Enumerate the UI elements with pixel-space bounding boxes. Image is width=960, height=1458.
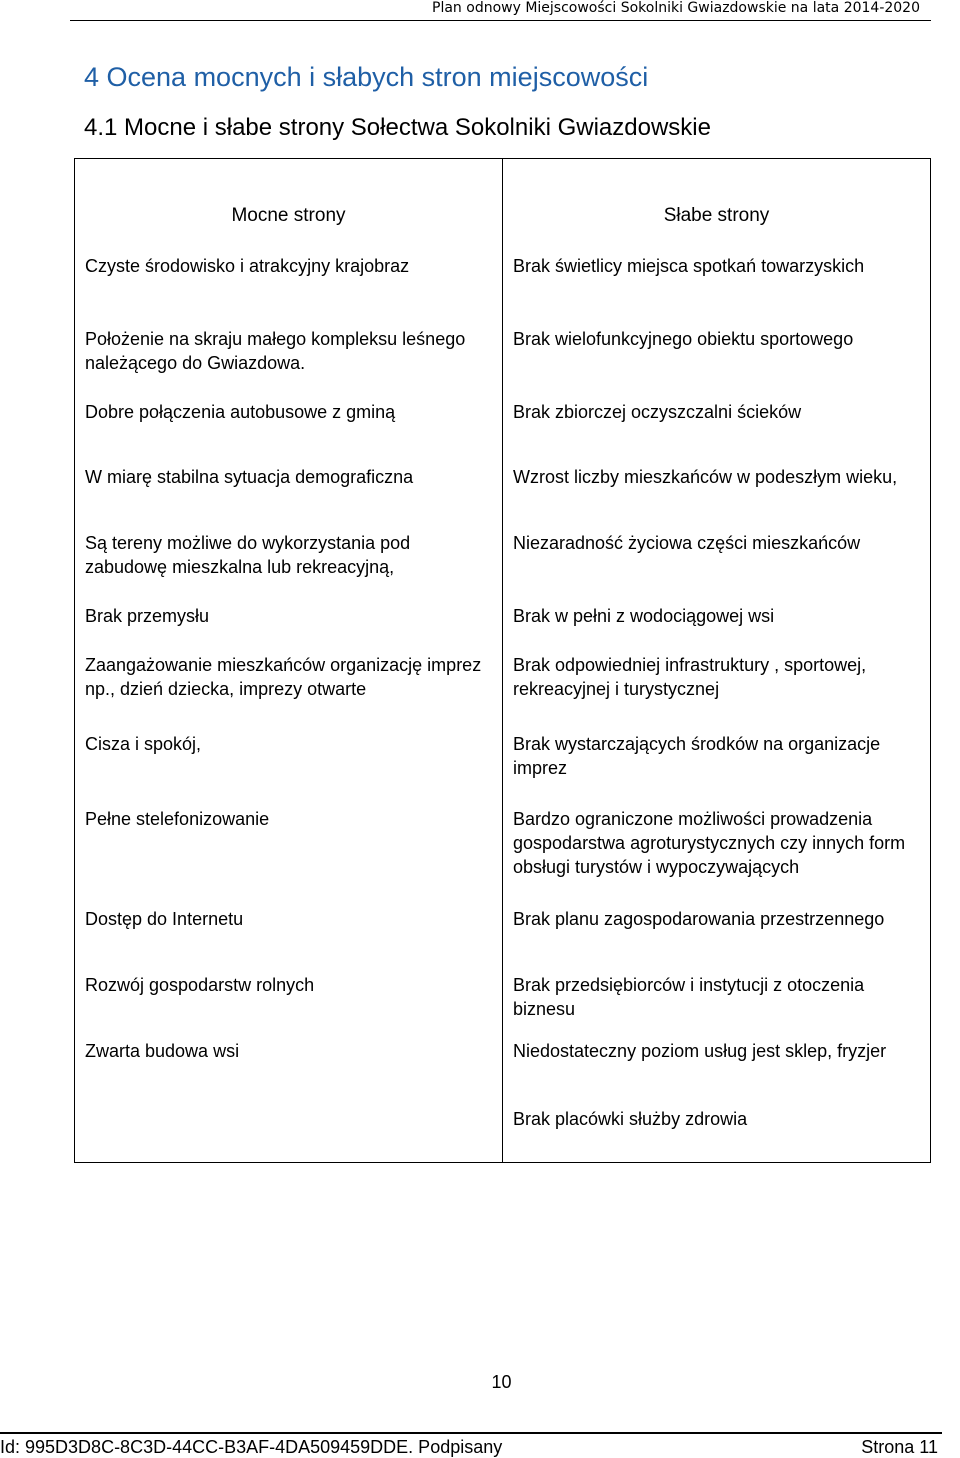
weaknesses-header: Słabe strony xyxy=(663,205,770,226)
weakness-item: Bardzo ograniczone możliwości prowadzenia gospodarstwa agroturystycznych czy innych form obsługi turystów i wypoczywających xyxy=(513,809,906,877)
weakness-item: Brak przedsiębiorców i instytucji z otoczenia biznesu xyxy=(513,975,865,1019)
strength-item: Rozwój gospodarstw rolnych xyxy=(85,975,315,995)
strength-item: Są tereny możliwe do wykorzystania pod zabudowę mieszkalna lub rekreacyjną, xyxy=(85,533,411,577)
weakness-item: Brak odpowiedniej infrastruktury , sportowej, rekreacyjnej i turystycznej xyxy=(513,655,867,699)
section-heading: 4 Ocena mocnych i słabych stron miejscowości xyxy=(84,62,649,92)
weakness-item: Wzrost liczby mieszkańców w podeszłym wieku, xyxy=(513,467,898,487)
subsection-heading: 4.1 Mocne i słabe strony Sołectwa Sokolniki Gwiazdowskie xyxy=(84,114,711,141)
strength-item: Dobre połączenia autobusowe z gminą xyxy=(85,402,396,422)
strength-item: Zaangażowanie mieszkańców organizację imprez np., dzień dziecka, imprezy otwarte xyxy=(85,655,482,699)
page-number: 10 xyxy=(491,1372,512,1392)
weakness-item: Niezaradność życiowa części mieszkańców xyxy=(513,533,861,553)
column-divider xyxy=(502,159,503,1162)
strengths-weaknesses-table xyxy=(74,158,931,1163)
weakness-item: Brak w pełni z wodociągowej wsi xyxy=(513,606,775,626)
strength-item: Czyste środowisko i atrakcyjny krajobraz xyxy=(85,256,410,276)
strength-item: Dostęp do Internetu xyxy=(85,909,244,929)
weakness-item: Niedostateczny poziom usług jest sklep, fryzjer xyxy=(513,1041,887,1061)
weakness-item: Brak wystarczających środków na organizacje imprez xyxy=(513,734,881,778)
footer-rule xyxy=(0,1432,942,1434)
strengths-header: Mocne strony xyxy=(231,205,346,226)
header-rule xyxy=(70,20,931,21)
strength-item: Pełne stelefonizowanie xyxy=(85,809,270,829)
weakness-item: Brak wielofunkcyjnego obiektu sportowego xyxy=(513,329,854,349)
strength-item: Brak przemysłu xyxy=(85,606,210,626)
strength-item: W miarę stabilna sytuacja demograficzna xyxy=(85,467,414,487)
strength-item: Położenie na skraju małego kompleksu leśnego należącego do Gwiazdowa. xyxy=(85,329,466,373)
weakness-item: Brak placówki służby zdrowia xyxy=(513,1109,748,1129)
page-label: Strona 11 xyxy=(861,1437,938,1457)
weakness-item: Brak świetlicy miejsca spotkań towarzyskich xyxy=(513,256,865,276)
strength-item: Cisza i spokój, xyxy=(85,734,202,754)
weakness-item: Brak zbiorczej oczyszczalni ścieków xyxy=(513,402,802,422)
running-header: Plan odnowy Miejscowości Sokolniki Gwiazdowskie na lata 2014-2020 xyxy=(432,0,920,16)
strength-item: Zwarta budowa wsi xyxy=(85,1041,240,1061)
weakness-item: Brak planu zagospodarowania przestrzennego xyxy=(513,909,885,929)
signature-id: Id: 995D3D8C-8C3D-44CC-B3AF-4DA509459DDE. Podpisany xyxy=(0,1437,503,1457)
